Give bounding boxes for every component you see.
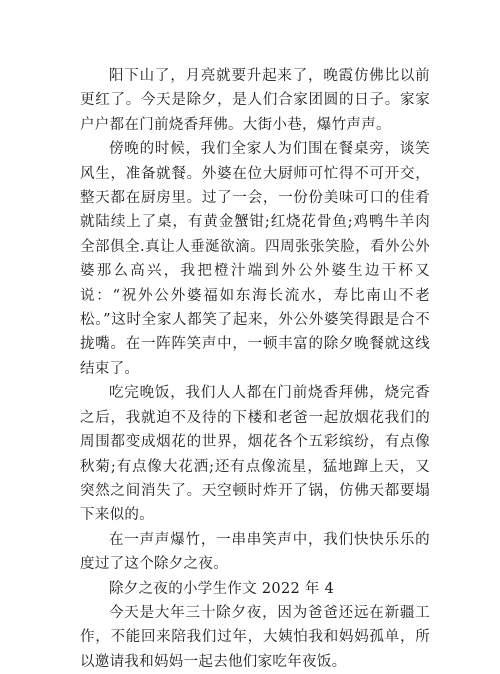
section-heading: 除夕之夜的小学生作文 2022 年 4 [109, 580, 335, 597]
paragraph-2: 傍晚的时候，我们全家人为们围在餐桌旁，谈笑风生，准备就餐。外婆在位大厨师可忙得不可开交，整天都在厨房里。过了一会，一份份美味可口的佳肴就陆续上了桌，有黄金蟹钳;红烧花骨鱼;鸡鸭牛羊肉全部俱全.真让人垂涎欲滴。四周张张笑脸，看外公外婆那么高兴，我把橙汁端到外公外婆生边干杯又说：“祝外公外婆福如东海长流水，寿比南山不老松。”这时全家人都笑了起来，外公外婆笑得跟是合不拢嘴。在一阵阵笑声中，一顿丰富的除夕晚餐就这线结束了。 [80, 141, 430, 377]
paragraph-1: 阳下山了，月亮就要升起来了，晚霞仿佛比以前更红了。今天是除夕，是人们合家团圆的日子。家家户户都在门前烧香拜佛。大街小巷，爆竹声声。 [80, 68, 430, 133]
paragraph-4: 在一声声爆竹，一串串笑声中，我们快快乐乐的度过了这个除夕之夜。 [80, 531, 430, 573]
article-body [80, 64, 430, 674]
paragraph-5: 今天是大年三十除夕夜，因为爸爸还远在新疆工作，不能回来陪我们过年，大姨怕我和妈妈孤单，所以邀请我和妈妈一起去他们家吃年夜饭。 [80, 604, 430, 670]
paragraph-3: 吃完晚饭，我们人人都在门前烧香拜佛，烧完香之后，我就迫不及待的下楼和老爸一起放烟花我们的周围都变成烟花的世界，烟花各个五彩缤纷，有点像秋菊;有点像大花洒;还有点像流星，猛地蹿上天，又突然之间消失了。天空顿时炸开了锅，仿佛天都要塌下来似的。 [80, 385, 430, 524]
